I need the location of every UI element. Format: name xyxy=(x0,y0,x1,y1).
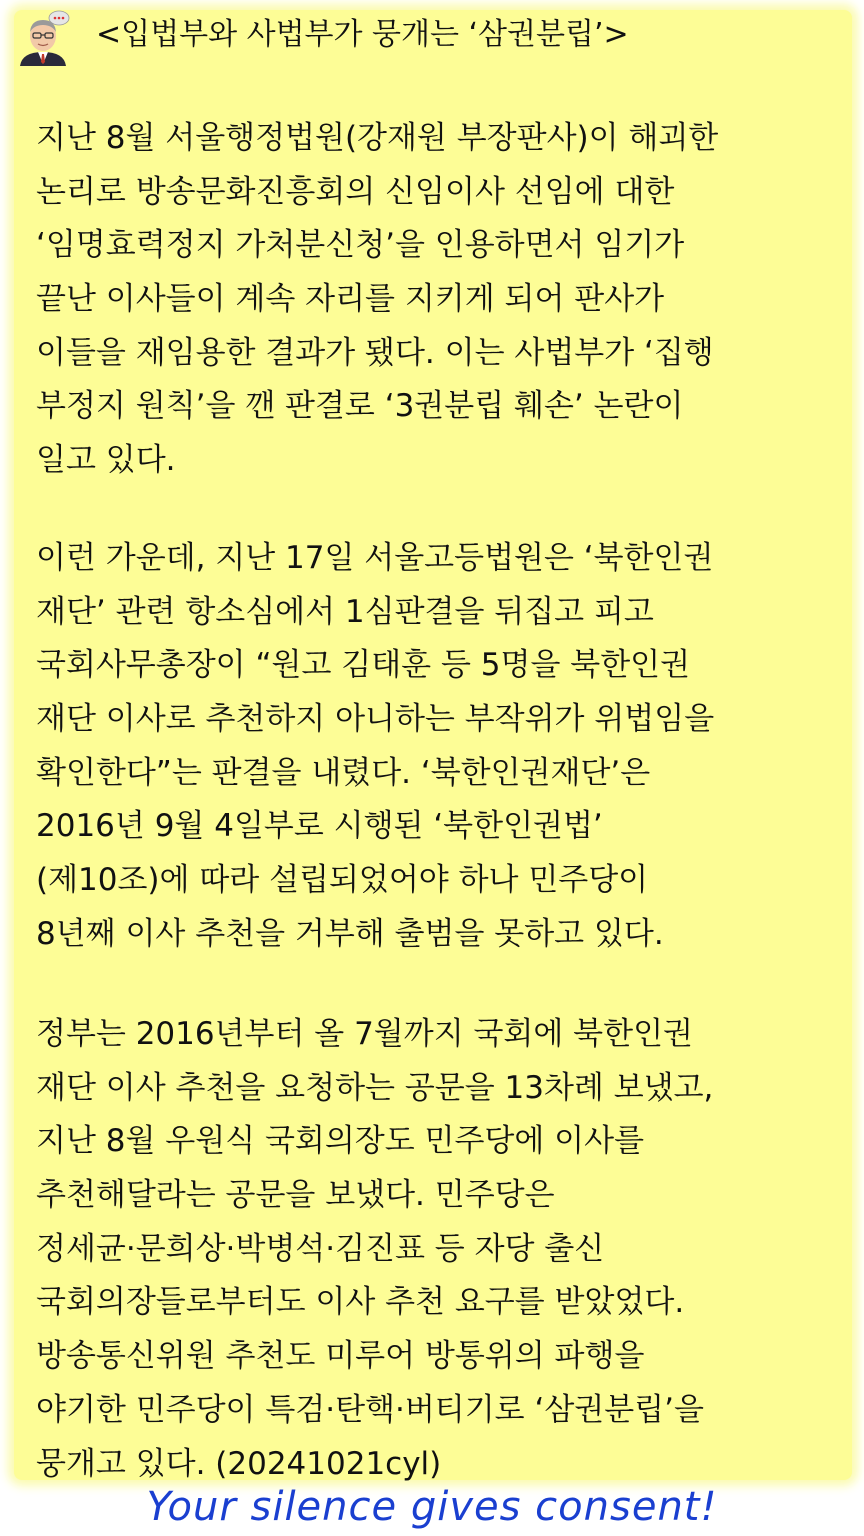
text-line: 재단 이사로 추천하지 아니하는 부작위가 위법임을 xyxy=(36,701,715,738)
text-line: 부정지 원칙’을 깬 판결로 ‘3권분립 훼손’ 논란이 xyxy=(36,388,684,425)
text-line: 논리로 방송문화진흥회의 신임이사 선임에 대한 xyxy=(36,173,675,210)
text-line: 재단 이사 추천을 요청하는 공문을 13차례 보냈고, xyxy=(36,1069,714,1106)
text-line: 방송통신위원 추천도 미루어 방통위의 파행을 xyxy=(36,1338,645,1375)
text-line: 끝난 이사들이 계속 자리를 지키게 되어 판사가 xyxy=(36,281,665,318)
text-line: 국회의장들로부터도 이사 추천 요구를 받았었다. xyxy=(36,1284,685,1321)
text-line: 확인한다”는 판결을 내렸다. ‘북한인권재단’은 xyxy=(36,754,651,791)
paragraph-1 xyxy=(36,112,836,488)
text-line: 정세균·문희상·박병석·김진표 등 자당 출신 xyxy=(36,1230,605,1267)
text-line: 추천해달라는 공문을 보냈다. 민주당은 xyxy=(36,1177,555,1214)
text-line: 지난 8월 서울행정법원(강재원 부장판사)이 해괴한 xyxy=(36,120,719,156)
text-line: 국회사무총장이 “원고 김태훈 등 5명을 북한인권 xyxy=(36,647,691,684)
page-title: <입법부와 사법부가 뭉개는 ‘삼권분립’> xyxy=(96,17,629,52)
text-line: 뭉개고 있다. (20241021cyl) xyxy=(36,1445,442,1482)
text-line: 정부는 2016년부터 올 7월까지 국회에 북한인권 xyxy=(36,1016,693,1052)
footer-slogan: Your silence gives consent! xyxy=(146,1484,718,1530)
text-line: 지난 8월 우원식 국회의장도 민주당에 이사를 xyxy=(36,1123,645,1160)
text-line: (제10조)에 따라 설립되었어야 하나 민주당이 xyxy=(36,862,649,899)
text-line: 재단’ 관련 항소심에서 1심판결을 뒤집고 피고 xyxy=(36,593,654,630)
text-line: 이들을 재임용한 결과가 됐다. 이는 사법부가 ‘집행 xyxy=(36,334,714,371)
avatar xyxy=(14,8,72,66)
text-line: 일고 있다. xyxy=(36,442,176,479)
text-line: 8년째 이사 추천을 거부해 출범을 못하고 있다. xyxy=(36,915,664,952)
text-line: 2016년 9월 4일부로 시행된 ‘북한인권법’ xyxy=(36,808,603,845)
text-line: ‘임명효력정지 가처분신청’을 인용하면서 임기가 xyxy=(36,227,685,264)
text-line: 야기한 민주당이 특검·탄핵·버티기로 ‘삼권분립’을 xyxy=(36,1391,704,1428)
paragraph-2 xyxy=(36,532,836,962)
text-line: 이런 가운데, 지난 17일 서울고등법원은 ‘북한인권 xyxy=(36,540,714,576)
paragraph-3 xyxy=(36,1008,836,1491)
